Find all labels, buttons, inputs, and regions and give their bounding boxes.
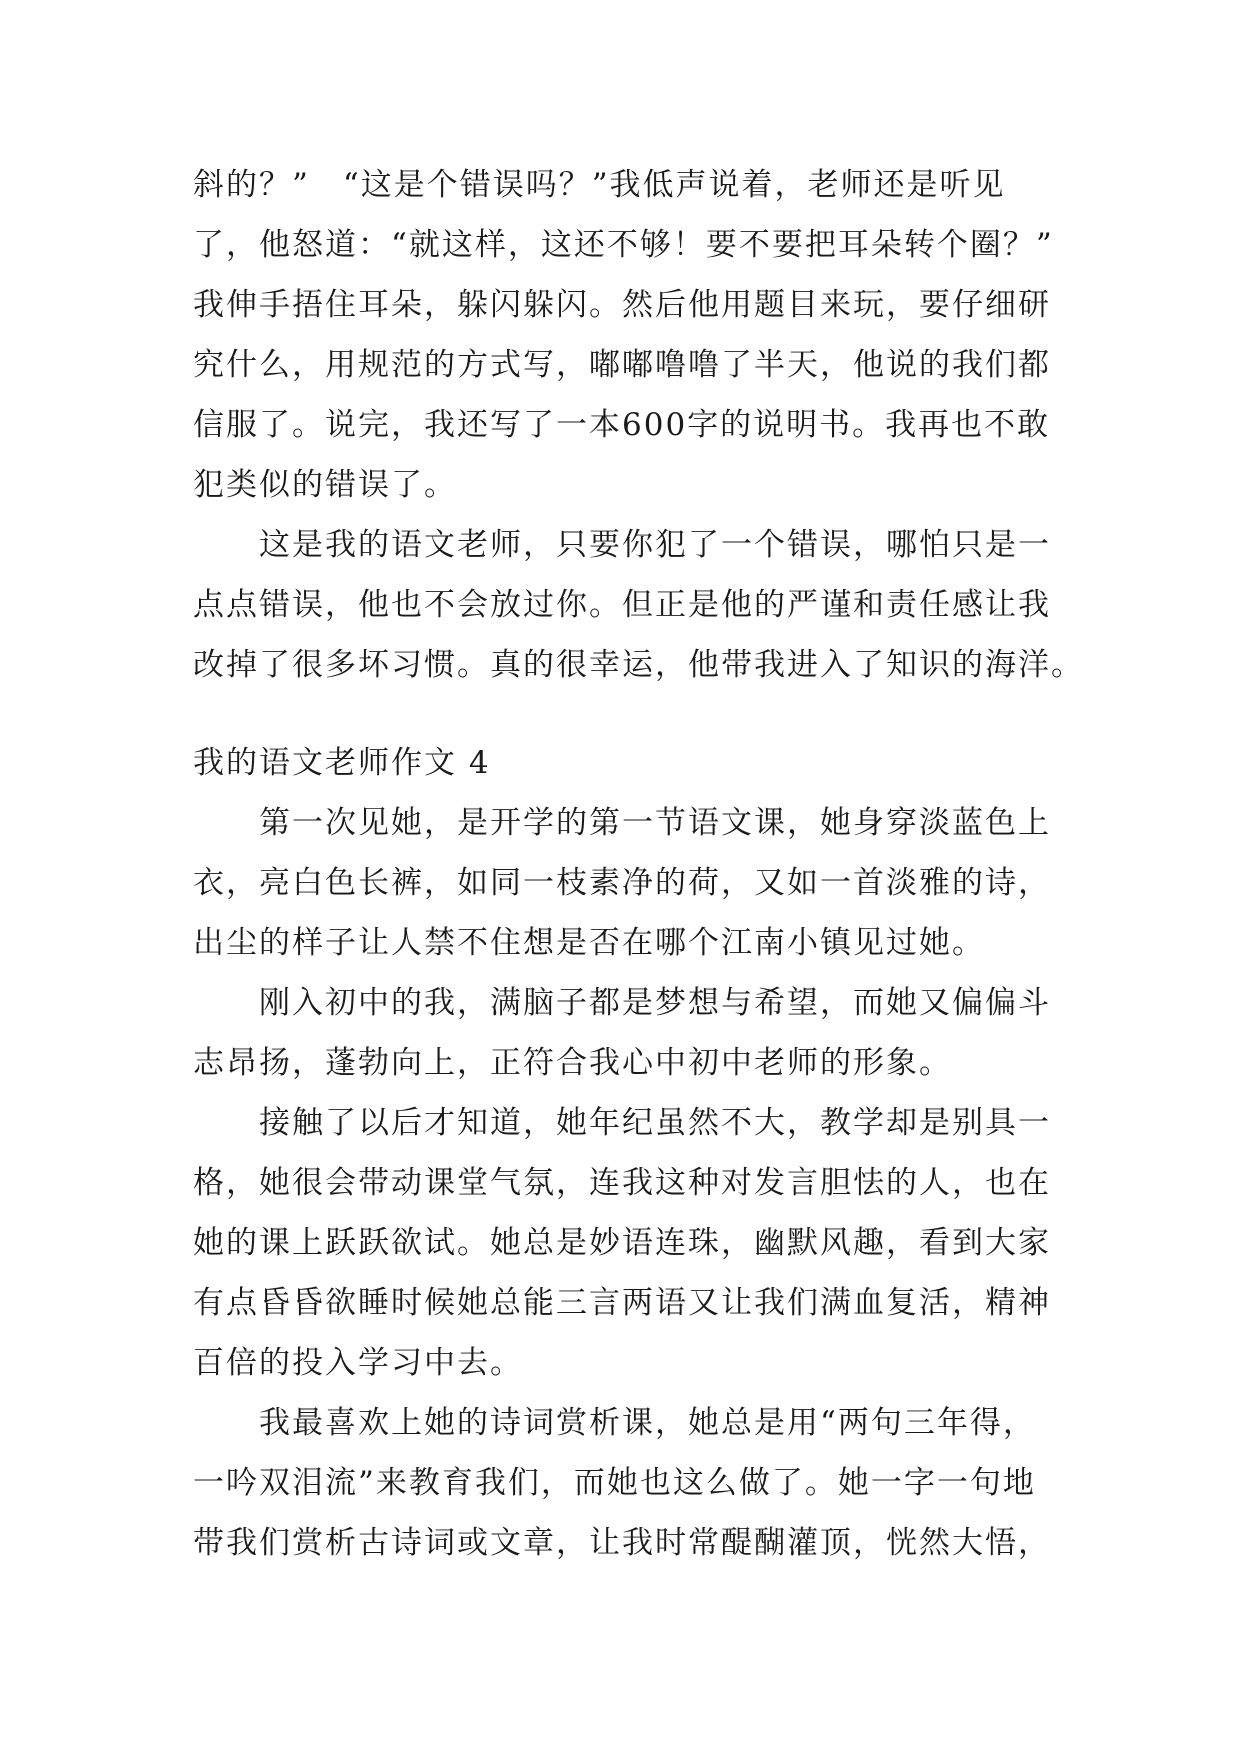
text-line: 究什么，用规范的方式写，嘟嘟噜噜了半天，他说的我们都 xyxy=(193,347,1051,383)
text-line: 斜的？” “这是个错误吗？”我低声说着，老师还是听见 xyxy=(193,167,1006,203)
paragraph-start-line: 刚入初中的我，满脑子都是梦想与希望，而她又偏偏斗 xyxy=(259,985,1051,1021)
paragraph-start-line: 接触了以后才知道，她年纪虽然不大，教学却是别具一 xyxy=(259,1105,1051,1141)
text-line: 我伸手捂住耳朵，躲闪躲闪。然后他用题目来玩，要仔细研 xyxy=(193,287,1051,323)
text-line: 有点昏昏欲睡时候她总能三言两语又让我们满血复活，精神 xyxy=(193,1285,1051,1321)
text-line: 信服了。说完，我还写了一本600字的说明书。我再也不敢 xyxy=(193,407,1051,443)
text-line: 一吟双泪流”来教育我们，而她也这么做了。她一字一句地 xyxy=(193,1465,1036,1501)
text-line: 犯类似的错误了。 xyxy=(193,467,457,503)
text-line: 衣，亮白色长裤，如同一枝素净的荷，又如一首淡雅的诗， xyxy=(193,865,1051,901)
paragraph-start-line: 我最喜欢上她的诗词赏析课，她总是用“两句三年得， xyxy=(259,1405,1036,1441)
text-line: 了，他怒道：“就这样，这还不够！要不要把耳朵转个圈？” xyxy=(193,227,1054,263)
text-line: 格，她很会带动课堂气氛，连我这种对发言胆怯的人，也在 xyxy=(193,1165,1051,1201)
text-line: 她的课上跃跃欲试。她总是妙语连珠，幽默风趣，看到大家 xyxy=(193,1225,1051,1261)
text-line: 改掉了很多坏习惯。真的很幸运，他带我进入了知识的海洋。 xyxy=(193,647,1084,683)
section-heading: 我的语文老师作文 4 xyxy=(193,745,491,781)
text-line: 出尘的样子让人禁不住想是否在哪个江南小镇见过她。 xyxy=(193,925,985,961)
text-line: 带我们赏析古诗词或文章，让我时常醍醐灌顶，恍然大悟， xyxy=(193,1525,1051,1561)
text-line: 志昂扬，蓬勃向上，正符合我心中初中老师的形象。 xyxy=(193,1045,952,1081)
paragraph-start-line: 第一次见她，是开学的第一节语文课，她身穿淡蓝色上 xyxy=(259,805,1051,841)
text-line: 点点错误，他也不会放过你。但正是他的严谨和责任感让我 xyxy=(193,587,1051,623)
essay-section-4 xyxy=(193,733,1053,1573)
text-line: 百倍的投入学习中去。 xyxy=(193,1345,523,1381)
essay-section-previous xyxy=(193,155,1084,695)
paragraph-start-line: 这是我的语文老师，只要你犯了一个错误，哪怕只是一 xyxy=(259,527,1051,563)
